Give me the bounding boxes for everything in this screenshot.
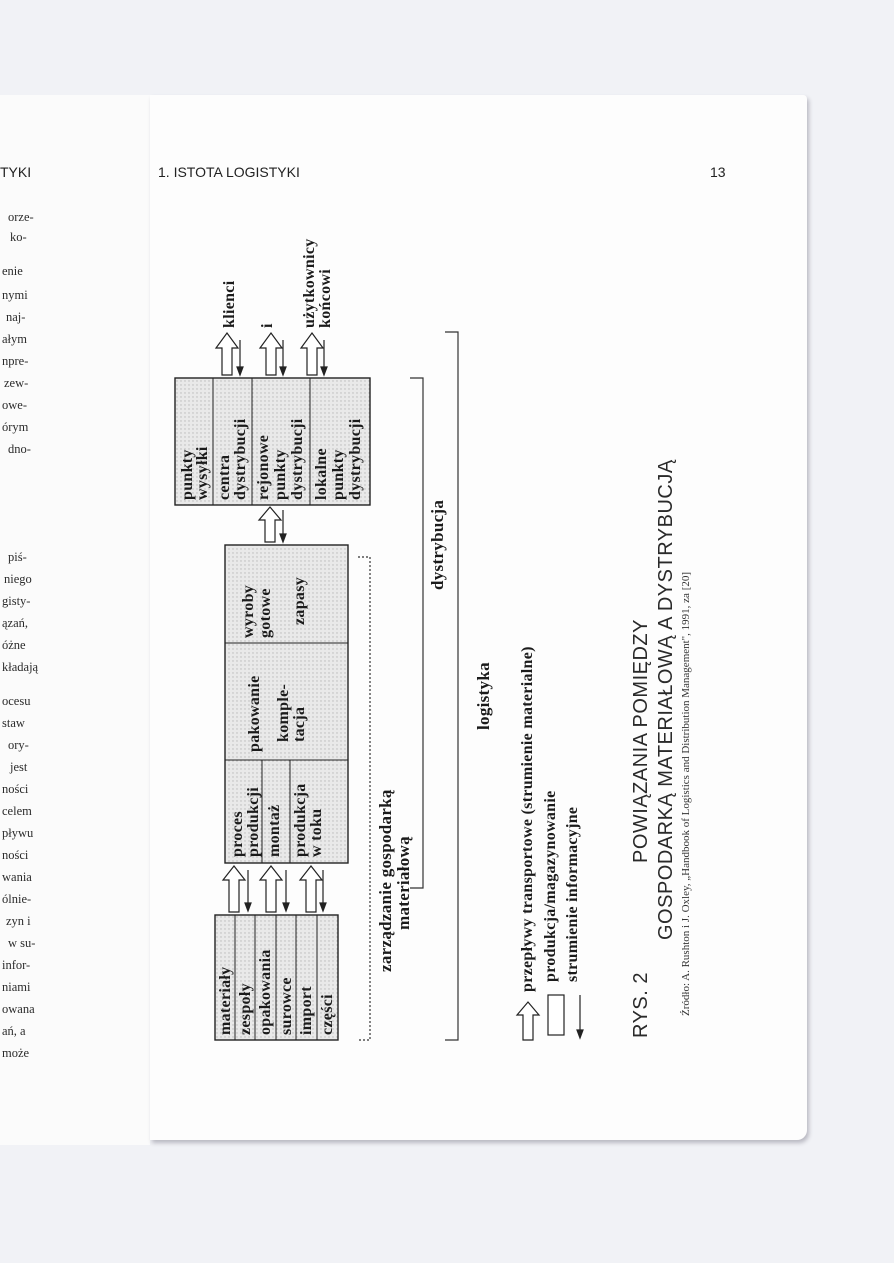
text-fragment: ólnie- [2, 892, 32, 906]
supply-label: opakowania [257, 949, 274, 1035]
customers-label: końcowi [317, 269, 334, 328]
text-fragment: ko- [10, 230, 27, 244]
text-fragment: zyn i [6, 914, 31, 928]
transport-arrow-middle [259, 507, 281, 542]
bracket-distribution [410, 378, 423, 888]
distribution-label: punkty [179, 449, 196, 500]
figure-title: GOSPODARKĄ MATERIAŁOWĄ A DYSTRYBUCJĄ [655, 459, 677, 940]
text-fragment: celem [2, 804, 32, 818]
text-fragment: staw [2, 716, 25, 730]
text-fragment: pływu [2, 826, 34, 840]
distribution-label: punkty [330, 449, 347, 500]
packing-label: pakowanie [246, 675, 263, 752]
distribution-label: punkty [272, 449, 289, 500]
distribution-label: lokalne [313, 448, 330, 500]
text-fragment: nymi [2, 288, 28, 302]
bracket-materials-management [358, 557, 370, 1040]
text-fragment: wania [2, 870, 32, 884]
legend-transport-symbol [517, 1002, 539, 1040]
previous-page-header: TYKI [0, 164, 32, 180]
distribution-label: dystrybucji [347, 418, 364, 500]
figure-label: RYS. 2 [630, 972, 652, 1038]
production-label: produkcji [245, 787, 262, 857]
text-fragment: niego [4, 572, 32, 586]
finished-goods-label: gotowe [257, 588, 274, 638]
customers-label: użytkownicy [301, 238, 318, 328]
text-fragment: owe- [2, 398, 27, 412]
text-fragment: ory- [8, 738, 29, 752]
text-fragment: ałym [2, 332, 27, 346]
legend-production-label: produkcja/magazynowanie [542, 790, 559, 982]
figure-source: Źródło: A. Rushton i J. Oxley, „Handbook of Logistics and Distribution Management", 1991, za [20] [680, 571, 692, 1016]
logistics-bracket-label: logistyka [474, 662, 493, 730]
materials-management-label: zarządzanie gospodarką [376, 789, 395, 972]
assembly-label: montaż [266, 804, 283, 857]
supply-label: materiały [217, 966, 234, 1035]
text-fragment: ności [2, 848, 29, 862]
text-fragment: niami [2, 980, 31, 994]
legend-production-symbol [548, 995, 564, 1035]
text-fragment: dno- [8, 442, 31, 456]
customers-label: klienci [221, 280, 238, 328]
finished-goods-label: wyroby [240, 584, 257, 638]
text-fragment: w su- [8, 936, 36, 950]
distribution-label: rejonowe [255, 434, 272, 500]
distribution-label: centra [216, 454, 233, 500]
materials-management-label: materiałową [394, 836, 413, 930]
bracket-logistics [445, 332, 458, 1040]
transport-arrows-customers [216, 333, 323, 375]
wip-label: w toku [308, 808, 325, 857]
text-fragment: órym [2, 420, 29, 434]
chapter-header: 1. ISTOTA LOGISTYKI [158, 164, 300, 180]
distribution-label: dystrybucji [289, 418, 306, 500]
customers-label: i [259, 323, 276, 328]
distribution-bracket-label: dystrybucja [428, 499, 447, 590]
picking-label: tacja [291, 706, 308, 742]
text-fragment: ązań, [2, 616, 29, 630]
text-fragment: enie [2, 264, 23, 278]
text-fragment: ocesu [2, 694, 31, 708]
text-fragment: orze- [8, 210, 34, 224]
text-fragment: ności [2, 782, 29, 796]
legend-transport-label: przepływy transportowe (strumienie materialne) [519, 646, 536, 992]
text-fragment: może [2, 1046, 30, 1060]
text-fragment: zew- [4, 376, 29, 390]
supply-label: zespoły [237, 983, 254, 1035]
figure-title: POWIĄZANIA POMIĘDZY [630, 619, 652, 863]
production-label: proces [229, 811, 246, 857]
text-fragment: infor- [2, 958, 31, 972]
page-number: 13 [710, 164, 726, 180]
text-fragment: óżne [2, 638, 26, 652]
wip-label: produkcja [292, 783, 309, 857]
text-fragment: naj- [6, 310, 26, 324]
text-fragment: gisty- [2, 594, 31, 608]
supply-label: części [319, 994, 336, 1035]
text-fragment: owana [2, 1002, 35, 1016]
text-fragment: piś- [8, 550, 27, 564]
legend-information-label: strumienie informacyjne [564, 806, 581, 982]
stock-label: zapasy [291, 576, 308, 625]
legend-information-symbol [577, 995, 583, 1038]
picking-label: komple- [275, 683, 292, 742]
distribution-label: dystrybucji [232, 418, 249, 500]
text-fragment: kładają [2, 660, 39, 674]
transport-arrows-supply [223, 866, 322, 912]
distribution-label: wysyłki [194, 446, 211, 500]
supply-label: import [298, 986, 315, 1035]
text-fragment: ań, a [2, 1024, 26, 1038]
text-fragment: npre- [2, 354, 29, 368]
text-fragment: jest [10, 760, 28, 774]
supply-label: surowce [278, 977, 295, 1035]
information-arrow-middle [280, 510, 286, 542]
